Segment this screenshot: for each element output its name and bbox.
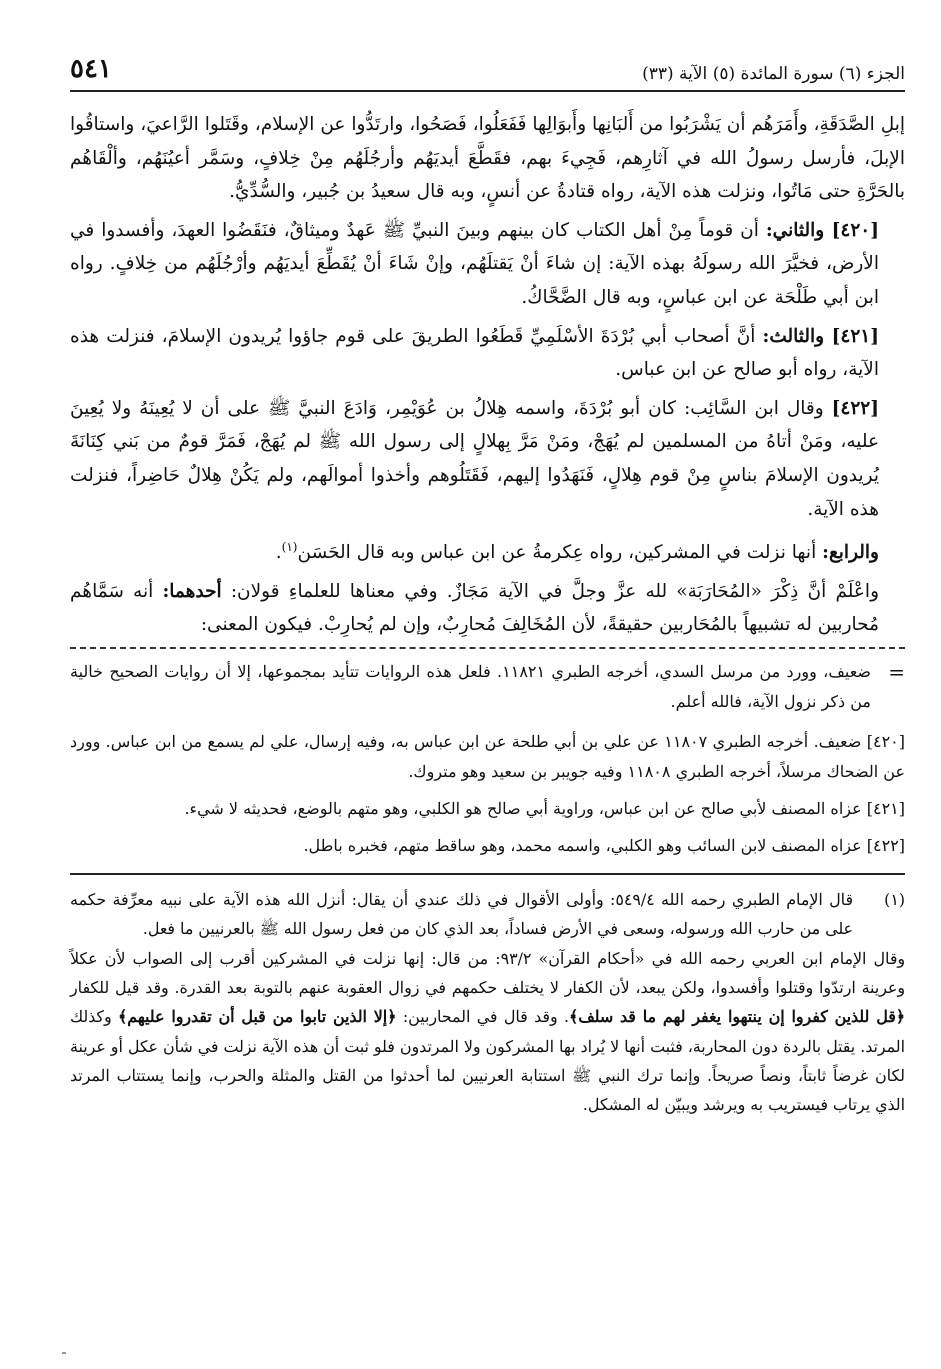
paragraph-fourth bbox=[70, 531, 905, 570]
takhrij-continuation bbox=[70, 657, 905, 717]
footnote-rule bbox=[70, 873, 905, 875]
page-header bbox=[70, 44, 905, 92]
footnote-1-text: قال الإمام الطبري رحمه الله ٥٤٩/٤: وأولى الأقوال في ذلك عندي أن يقال: أنزل الله هذه الآية على نبيه معرِّفة حكمه على من حارب الله ورسوله، وسعى في الأرض فساداً، بعد الذي كان من فعل رسول الله ﷺ بالعرنيين ما فعل. bbox=[70, 890, 854, 939]
paragraph-fourth-end: . bbox=[275, 542, 282, 564]
label-422: [٤٢٢] bbox=[831, 397, 879, 419]
takhrij-notes bbox=[70, 657, 905, 861]
takhrij-420: [٤٢٠] ضعيف. أخرجه الطبري ١١٨٠٧ عن علي بن أبي طلحة عن ابن عباس به، وفيه إرسال، علي لم يسمع من ابن عباس. وورد عن الضحاك مرسلاً، أخرجه الطبري ١١٨٠٨ وفيه جويبر بن سعيد وهو متروك. bbox=[70, 732, 906, 782]
quran-quote-1: ﴿قل للذين كفروا إن ينتهوا يغفر لهم ما قد سلف﴾ bbox=[569, 1007, 906, 1027]
paragraph-1-text: إبلِ الصَّدَقَةِ، وأَمَرَهُم أن يَشْرَبُوا من أَلبَانِها وأَبوَالِها فَفَعَلُوا، فَصَحُوا، وارتَدُّوا عن الإسلام، وقَتَلوا الرَّاعيَ، واستاقُوا الإبلَ، فأرسل رسولُ الله في آثارِهم، فَجِيءَ بهم، فقَطَّعَ أيديَهُم وأرجُلَهُم مِنْ خِلافٍ، وسَمَّر أعيُنَهُم، وألْقَاهُم بالحَرَّةِ حتى مَاتُوا، ونزلت هذه الآية، رواه قتادةُ عن أنسٍ، وبه قال سعيدُ بن جُبير، والسُّدِّيُّ. bbox=[70, 114, 905, 203]
paragraph-1 bbox=[70, 108, 905, 209]
label-fourth: والرابع: bbox=[822, 542, 879, 564]
footnote-1-mark: (١) bbox=[884, 890, 905, 910]
label-420: [٤٢٠] والثاني: bbox=[765, 219, 879, 241]
scan-speck bbox=[62, 1352, 66, 1354]
footnote-1-continued bbox=[70, 944, 905, 1120]
page-number: ٥٤١ bbox=[70, 54, 112, 84]
footnote-1 bbox=[70, 885, 905, 944]
book-page bbox=[70, 44, 905, 1119]
paragraph-muharaba-end: أنه سَمَّاهُم مُحاربين له تشبيهاً بالمُحَاربين حقيقةً، لأن المُخَالِفَ مُحارِبٌ، وإن لم يُحارِبْ. فيكون المعنى: bbox=[70, 580, 879, 636]
paragraph-muharaba-text: واعْلَمْ أنَّ ذِكْرَ «المُحَارَبَة» لله عزَّ وجلَّ في الآية مَجَازٌ. وفي معناها للعلماءِ قولان: bbox=[221, 580, 879, 602]
paragraph-420 bbox=[70, 214, 905, 315]
footnote-ref-1[interactable]: (١) bbox=[281, 540, 298, 555]
paragraph-421-text: أنَّ أصحاب أبي بُرْدَةَ الأسْلَمِيِّ قَطَعُوا الطريقَ على قوم جاؤوا يُريدون الإسلامَ، فنزلت هذه الآية، رواه أبو صالح عن ابن عباس. bbox=[70, 325, 879, 381]
footnotes bbox=[70, 885, 905, 1119]
paragraph-420-text: أن قوماً مِنْ أهل الكتاب كان بينهم وبينَ النبيِّ ﷺ عَهدٌ وميثاقٌ، فنَقَضُوا العهدَ، وأفسدوا في الأرض، فخيَّرَ الله رسولَهُ بهذه الآية: إن شاءَ أنْ يَقتلَهُم، وإنْ شَاءَ أنْ يُقَطِّعَ أيديَهُم وأرْجُلَهُم من خِلافٍ. رواه ابن أبي طَلْحَة عن ابن عباسٍ، وبه قال الضَّحَّاكُ. bbox=[70, 219, 879, 308]
paragraph-422-text: وقال ابن السَّائِب: كان أبو بُرْدَةَ، واسمه هِلالُ بن عُوَيْمِر، وَادَعَ النبيَّ ﷺ على أن لا يُعِينَهُ ولا يُعِينَ عليه، ومَنْ أتاهُ من المسلمين لم يُهَجْ، ومَنْ مَرَّ بِهلالٍ إلى رسول الله ﷺ لم يُهَجْ، فَمَرَّ قومٌ من بَني كِنَانَةَ يُريدون الإسلامَ بناسٍ مِنْ قوم هِلالٍ، فَنَهَدُوا إليهم، فَقَتَلُوهم وأخذوا أموالَهم، ولم يَكُنْ هِلالٌ حَاضِراً، فنزلت هذه الآية. bbox=[70, 397, 879, 520]
paragraph-422 bbox=[70, 392, 905, 526]
takhrij-continuation-text: ضعيف، وورد من مرسل السدي، أخرجه الطبري ١١٨٢١. فلعل هذه الروايات تتأيد بمجموعها، إلا أن روايات الصحيح خالية من ذكر نزول الآية، فالله أعلم. bbox=[70, 662, 872, 712]
label-421: [٤٢١] والثالث: bbox=[762, 325, 879, 347]
main-text bbox=[70, 108, 905, 642]
footnote-1-end: وكذلك المرتد. يقتل بالردة دون المحاربة، فثبت أنها لا يُراد بها المشركون ولا المرتدون فلو ثبت أن هذه الآية نزلت في شأن عكل أو عرينة لكان غرضاً ثابتاً، ونصاً صريحاً. وإنما ترك النبي ﷺ استتابة العرنيين لما أحدثوا من القتل والمثلة والحرب، وإنما يستتاب المرتد الذي يرتاب فيستريب به ويرشد ويبيّن له المشكل. bbox=[70, 1007, 905, 1115]
running-title: الجزء (٦) سورة المائدة (٥) الآية (٣٣) bbox=[642, 64, 905, 84]
takhrij-421: [٤٢١] عزاه المصنف لأبي صالح عن ابن عباس، وراوية أبي صالح هو الكلبي، وهو متهم بالوضع، فحديثه لا شيء. bbox=[184, 799, 905, 819]
dashed-separator bbox=[70, 647, 905, 649]
paragraph-fourth-text: أنها نزلت في المشركين، رواه عِكرمةُ عن ابن عباس وبه قال الحَسَن bbox=[297, 542, 823, 564]
quran-quote-2: ﴿إلا الذين تابوا من قبل أن تقدروا عليهم﴾ bbox=[117, 1007, 397, 1027]
continuation-mark: = bbox=[888, 660, 905, 685]
footnote-1-mid: . وقد قال في المحاربين: bbox=[396, 1007, 570, 1027]
paragraph-421 bbox=[70, 320, 905, 387]
footnote-1-continued-text: وقال الإمام ابن العربي رحمه الله في «أحكام القرآن» ٩٣/٢: من قال: إنها نزلت في المشركين أقرب إلى الصواب لأن عكلاً وعرينة ارتدّوا وقتلوا وأفسدوا، ولكن يبعد، لأن الكفار لا يختلف حكمهم في زوال العقوبة عنهم بالتوبة بعد القدرة. وقد قيل للكفار bbox=[70, 948, 905, 997]
label-first-view: أحدهما: bbox=[162, 580, 222, 602]
paragraph-muharaba bbox=[70, 575, 905, 642]
takhrij-422: [٤٢٢] عزاه المصنف لابن السائب وهو الكلبي، واسمه محمد، وهو ساقط متهم، فخبره باطل. bbox=[303, 836, 905, 856]
